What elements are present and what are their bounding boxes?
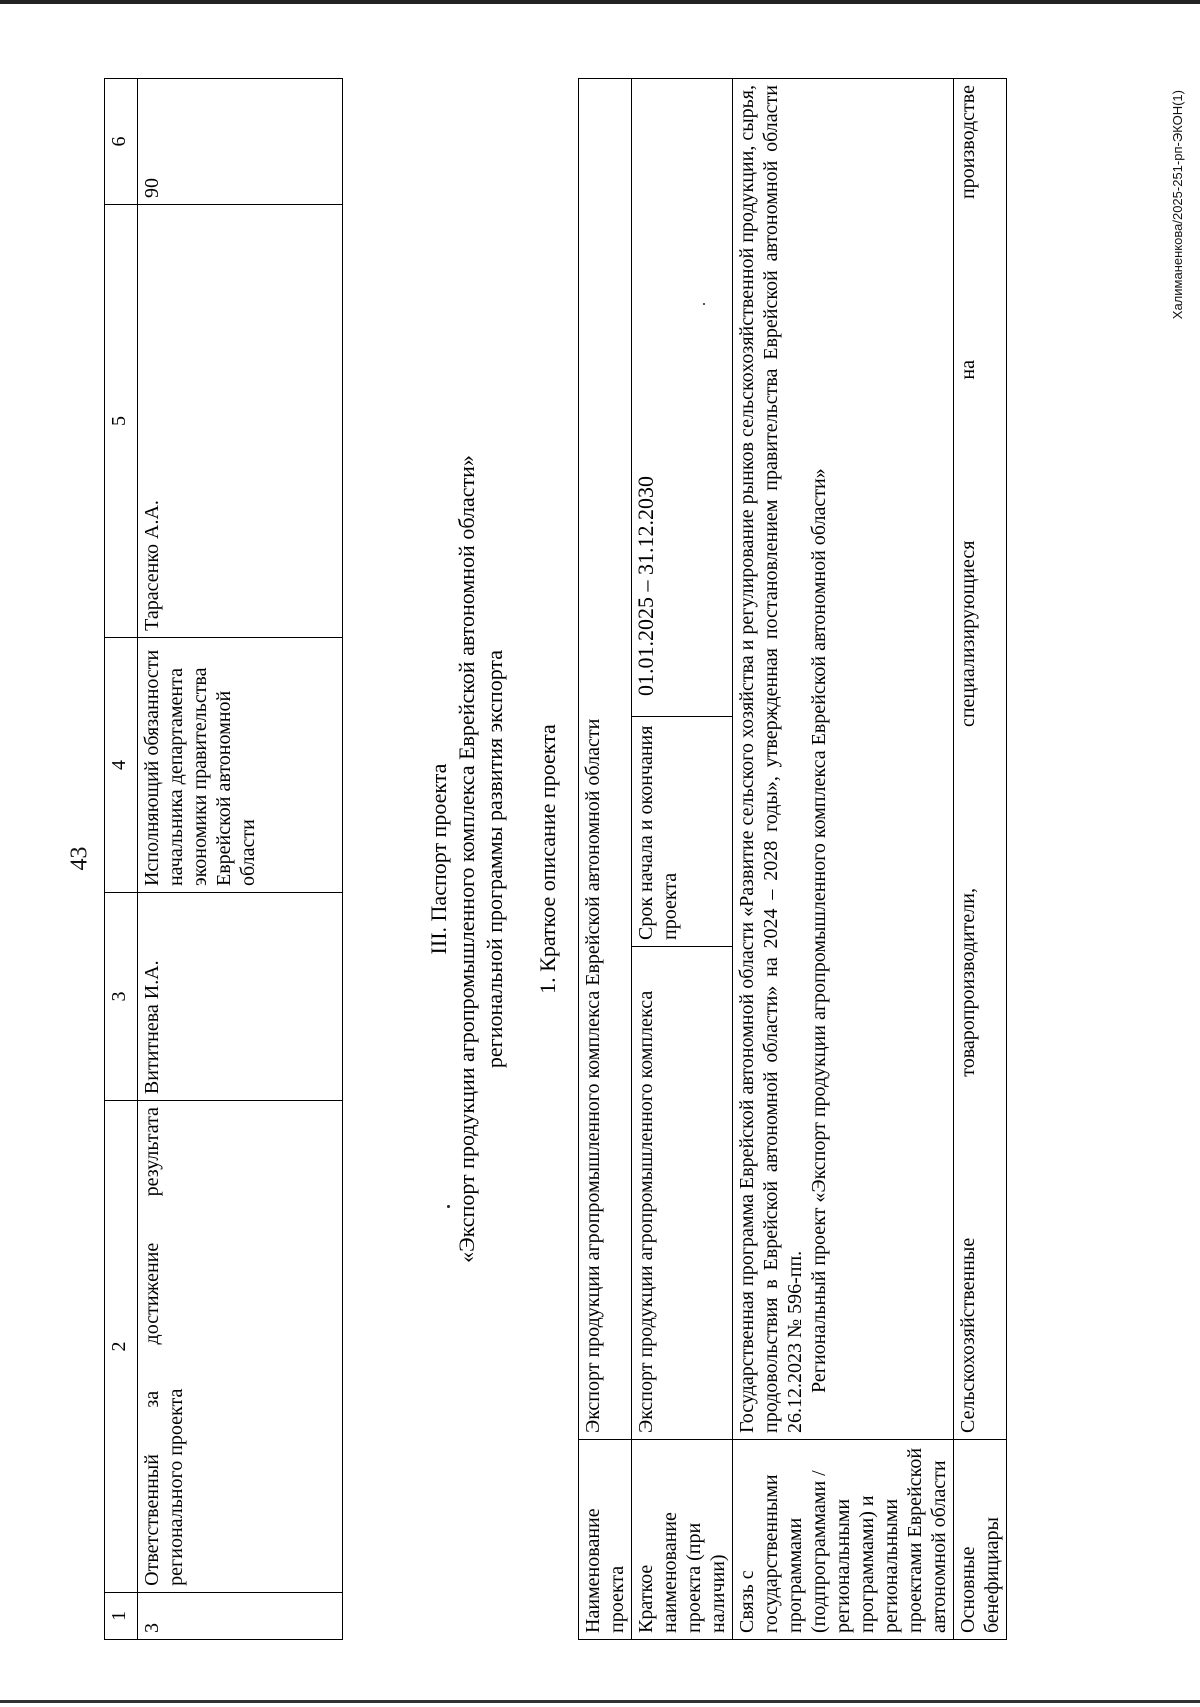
short-name-label: Краткое наименование проекта (при наличии): [632, 1440, 733, 1640]
project-passport-table: [578, 78, 1007, 1640]
beneficiaries-label: Основные бенефициары: [954, 1440, 1007, 1640]
scan-speck: [703, 303, 705, 305]
scan-edge-top: [0, 0, 1200, 4]
regional-project-text: Региональный проект «Экспорт продукции агропромышленного комплекса Еврейской автономной области»: [808, 468, 830, 1393]
term-label: Срок начала и окончания проекта: [632, 717, 733, 947]
document-code: Халиманенкова/2025-251-рп-ЭКОН(1): [1170, 90, 1185, 320]
state-program-text: Государственная программа Еврейской автономной области «Развитие сельского хозяйства и регулирование рынков сельскохозяйственной продукции, сырья, продовольствия в Еврейской автономной области» на 2024 – 2028 годы», утвержденная постановлением правительства Еврейской автономной области 26.12.2023 № 596-пп.: [736, 85, 806, 1433]
rotated-page: [90, 80, 1185, 1640]
supervisor-name: Тарасенко А.А.: [138, 205, 343, 638]
header-cell: 2: [105, 1101, 138, 1593]
table-header-row: [105, 79, 138, 1640]
section-title: III. Паспорт проекта: [426, 763, 451, 955]
row-description: Ответственный за достижение результата регионального проекта: [138, 1101, 343, 1593]
header-cell: 6: [105, 79, 138, 205]
responsibility-table: [104, 78, 343, 1640]
page-number: 43: [66, 846, 93, 871]
header-cell: 5: [105, 205, 138, 638]
term-value: 01.01.2025 – 31.12.2030: [632, 79, 733, 717]
scan-edge-bottom: [0, 1700, 1200, 1703]
section-subtitle-1: «Экспорт продукции агропромышленного комплекса Еврейской автономной области»: [454, 455, 479, 1263]
table-row: [138, 79, 343, 1640]
program-link-label: Связь с государственными программами (подпрограммами / региональными программами) и региональными проектами Еврейской автономной области: [733, 1440, 954, 1640]
subsection-title: 1. Краткое описание проекта: [535, 724, 560, 994]
section-heading: [425, 78, 509, 1640]
share-value: 90: [138, 79, 343, 205]
table-row: [579, 79, 632, 1640]
header-cell: 4: [105, 637, 138, 892]
project-name-value: Экспорт продукции агропромышленного комплекса Еврейской автономной области: [579, 79, 632, 1440]
scan-speck: [447, 1205, 450, 1208]
responsible-position: Исполняющий обязанности начальника департамента экономики правительства Еврейской автономной области: [138, 637, 343, 892]
program-link-value: [733, 79, 954, 1440]
section-subtitle-2: региональной программы развития экспорта: [482, 649, 507, 1069]
header-cell: 3: [105, 893, 138, 1101]
table-row: [733, 79, 954, 1640]
project-name-label: Наименование проекта: [579, 1440, 632, 1640]
row-number: 3: [138, 1592, 343, 1639]
responsible-name: Вититнева И.А.: [138, 893, 343, 1101]
table-row: [954, 79, 1007, 1640]
header-cell: 1: [105, 1592, 138, 1639]
table-row: [632, 79, 733, 1640]
short-name-value: Экспорт продукции агропромышленного комплекса: [632, 947, 733, 1440]
beneficiaries-value: Сельскохозяйственные товаропроизводители, специализирующиеся на производстве: [954, 79, 1007, 1440]
